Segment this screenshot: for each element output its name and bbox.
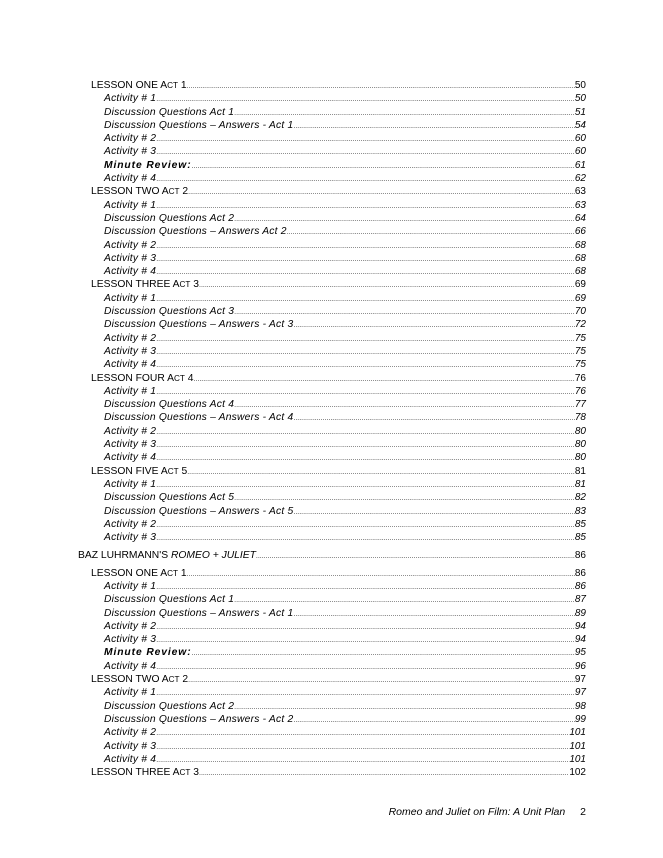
toc-label-text: Discussion Questions – Answers Act 2 [104, 226, 287, 238]
toc-label-text: Activity # 2 [104, 133, 157, 145]
toc-label-text: LESSON THREE A [91, 279, 180, 291]
toc-label-number: 5 [178, 465, 188, 477]
dot-leader [156, 661, 575, 674]
dot-leader [156, 93, 575, 106]
toc-entry-label [104, 385, 156, 398]
toc-entry[interactable] [78, 740, 586, 753]
toc-label-text: Activity # 2 [104, 332, 157, 344]
toc-page-number: 63 [574, 199, 586, 211]
toc-entry[interactable] [78, 726, 586, 739]
toc-lesson-entry[interactable] [78, 278, 586, 291]
toc-lesson-entry[interactable] [78, 567, 586, 580]
toc-entry[interactable] [78, 159, 586, 172]
toc-label-text: Activity # 3 [104, 439, 157, 451]
toc-entry-label [91, 673, 188, 686]
dot-leader [199, 279, 575, 292]
toc-label-text: Discussion Questions – Answers - Act 1 [104, 119, 294, 131]
dot-leader [234, 107, 575, 120]
dot-leader [156, 346, 575, 359]
toc-entry-label [104, 318, 293, 331]
toc-entry-label [104, 740, 156, 753]
toc-page-number: 82 [574, 492, 586, 504]
dot-leader [234, 594, 575, 607]
toc-page-number: 75 [574, 359, 586, 371]
dot-leader [156, 386, 575, 399]
toc-entry[interactable] [78, 646, 586, 659]
toc-entry-label [104, 225, 287, 238]
toc-entry-label [91, 185, 188, 198]
toc-entry-label [104, 332, 156, 345]
footer-page-number: 2 [580, 806, 586, 818]
toc-label-number: 3 [190, 767, 200, 779]
toc-label-text: Discussion Questions – Answers - Act 2 [104, 713, 294, 725]
toc-page-number: 75 [574, 332, 586, 344]
dot-leader [293, 608, 574, 621]
toc-page-number: 76 [574, 372, 586, 384]
toc-entry-label [104, 398, 234, 411]
toc-entry-label [104, 686, 156, 699]
toc-page-number: 62 [574, 173, 586, 185]
toc-entry-label [91, 465, 187, 478]
toc-entry[interactable] [78, 398, 586, 411]
toc-label-smallcaps: CT [179, 280, 191, 290]
toc-label-text: BAZ LUHRMANN'S [78, 550, 171, 562]
toc-label-smallcaps: CT [168, 675, 180, 685]
toc-label-text: Discussion Questions Act 2 [104, 212, 235, 224]
dot-leader [156, 687, 575, 700]
toc-entry-label [104, 212, 234, 225]
toc-label-text: Discussion Questions – Answers - Act 1 [104, 607, 294, 619]
toc-label-text: Activity # 3 [104, 146, 157, 158]
toc-label-smallcaps: CT [173, 373, 185, 383]
toc-label-text: Discussion Questions – Answers - Act 4 [104, 412, 294, 424]
toc-label-text: Activity # 3 [104, 532, 157, 544]
toc-label-text: Minute Review: [104, 647, 192, 659]
toc-page-number: 96 [574, 660, 586, 672]
toc-entry-label [91, 278, 199, 291]
toc-page-number: 68 [574, 252, 586, 264]
toc-entry[interactable] [78, 438, 586, 451]
toc-entry-label [104, 478, 156, 491]
toc-entry[interactable] [78, 132, 586, 145]
toc-page-number: 83 [574, 505, 586, 517]
dot-leader [234, 492, 575, 505]
toc-label-text: Activity # 1 [104, 199, 157, 211]
toc-label-text: Activity # 2 [104, 239, 157, 251]
toc-entry[interactable] [78, 505, 586, 518]
toc-label-text: Activity # 3 [104, 345, 157, 357]
toc-entry[interactable] [78, 660, 586, 673]
toc-entry-label [104, 607, 293, 620]
toc-label-text: Activity # 4 [104, 452, 157, 464]
toc-entry-label [104, 660, 156, 673]
toc-label-text: Discussion Questions – Answers - Act 5 [104, 505, 294, 517]
toc-page-number: 81 [574, 478, 586, 490]
toc-page-number: 61 [574, 159, 586, 171]
toc-label-text: Activity # 1 [104, 292, 157, 304]
toc-entry[interactable] [78, 607, 586, 620]
toc-entry-label [91, 79, 187, 92]
toc-label-text: Discussion Questions Act 1 [104, 594, 235, 606]
toc-entry-label [104, 531, 156, 544]
toc-label-text: Discussion Questions Act 4 [104, 399, 235, 411]
toc-label-text: Activity # 3 [104, 634, 157, 646]
toc-page-number: 78 [574, 412, 586, 424]
toc-entry[interactable] [78, 199, 586, 212]
toc-part-entry[interactable] [78, 549, 586, 562]
toc-page-number: 60 [574, 133, 586, 145]
toc-label-number: 4 [184, 372, 194, 384]
toc-entry-label [104, 726, 156, 739]
toc-page-number: 63 [574, 186, 586, 198]
toc-entry-label [104, 411, 293, 424]
toc-label-text: Activity # 2 [104, 425, 157, 437]
toc-page-number: 101 [569, 727, 586, 739]
toc-entry[interactable] [78, 491, 586, 504]
toc-page-number: 51 [574, 106, 586, 118]
toc-entry-label [104, 438, 156, 451]
toc-entry[interactable] [78, 172, 586, 185]
toc-lesson-entry[interactable] [78, 185, 586, 198]
dot-leader [187, 568, 575, 581]
toc-label-text: Activity # 4 [104, 173, 157, 185]
toc-label-text: Activity # 2 [104, 518, 157, 530]
toc-page-number: 69 [574, 279, 586, 291]
dot-leader [293, 506, 574, 519]
toc-entry[interactable] [78, 318, 586, 331]
toc-entry-label [91, 567, 187, 580]
toc-entry[interactable] [78, 252, 586, 265]
toc-entry-label [78, 549, 256, 562]
toc-page-number: 75 [574, 345, 586, 357]
toc-page-number: 68 [574, 239, 586, 251]
toc-entry[interactable] [78, 292, 586, 305]
toc-label-title: ROMEO + JULIET [170, 550, 256, 562]
toc-entry[interactable] [78, 212, 586, 225]
toc-page-number: 60 [574, 146, 586, 158]
toc-entry-label [104, 119, 293, 132]
toc-entry[interactable] [78, 518, 586, 531]
toc-page-number: 86 [574, 550, 586, 562]
toc-page-number: 101 [569, 753, 586, 765]
toc-entry-label [104, 265, 156, 278]
dot-leader [156, 754, 569, 767]
dot-leader [156, 452, 575, 465]
dot-leader [156, 293, 575, 306]
toc-entry[interactable] [78, 345, 586, 358]
toc-entry-label [104, 451, 156, 464]
toc-entry[interactable] [78, 593, 586, 606]
toc-lesson-entry[interactable] [78, 372, 586, 385]
toc-entry[interactable] [78, 686, 586, 699]
toc-entry-label [104, 713, 293, 726]
dot-leader [234, 213, 575, 226]
toc-entry-label [91, 372, 193, 385]
toc-page-number: 54 [574, 119, 586, 131]
dot-leader [256, 550, 575, 563]
dot-leader [188, 186, 575, 199]
toc-entry[interactable] [78, 92, 586, 105]
toc-entry-label [104, 145, 156, 158]
toc-page-number: 77 [574, 399, 586, 411]
toc-entry-label [104, 345, 156, 358]
toc-page-number: 76 [574, 385, 586, 397]
toc-page-number: 85 [574, 532, 586, 544]
toc-entry-label [104, 252, 156, 265]
toc-entry[interactable] [78, 265, 586, 278]
toc-entry-label [104, 633, 156, 646]
dot-leader [156, 266, 575, 279]
dot-leader [187, 80, 575, 93]
toc-label-text: Activity # 4 [104, 753, 157, 765]
toc-label-text: Activity # 4 [104, 660, 157, 672]
toc-entry[interactable] [78, 753, 586, 766]
toc-entry[interactable] [78, 620, 586, 633]
dot-leader [156, 581, 575, 594]
toc-entry-label [104, 132, 156, 145]
toc-entry-label [104, 92, 156, 105]
footer-title: Romeo and Juliet on Film: A Unit Plan [388, 806, 566, 818]
toc-page-number: 72 [574, 319, 586, 331]
toc-page-number: 98 [574, 700, 586, 712]
toc-entry-label [104, 159, 192, 172]
toc-page-number: 50 [574, 93, 586, 105]
toc-entry-label [104, 518, 156, 531]
toc-entry[interactable] [78, 385, 586, 398]
toc-label-text: Discussion Questions Act 5 [104, 492, 235, 504]
toc-label-text: LESSON TWO A [91, 186, 169, 198]
toc-label-text: Discussion Questions Act 1 [104, 106, 235, 118]
dot-leader [156, 173, 575, 186]
dot-leader [156, 532, 575, 545]
toc-label-text: Activity # 1 [104, 385, 157, 397]
dot-leader [156, 133, 575, 146]
toc-entry[interactable] [78, 451, 586, 464]
toc-label-smallcaps: CT [168, 187, 180, 197]
dot-leader [234, 399, 575, 412]
toc-page-number: 101 [569, 740, 586, 752]
toc-label-text: Activity # 4 [104, 359, 157, 371]
dot-leader [156, 621, 575, 634]
toc-entry-label [104, 700, 234, 713]
toc-page-number: 70 [574, 306, 586, 318]
toc-page-number: 64 [574, 212, 586, 224]
toc-page-number: 86 [574, 567, 586, 579]
toc-label-text: Discussion Questions Act 2 [104, 700, 235, 712]
dot-leader [156, 240, 575, 253]
toc-entry[interactable] [78, 358, 586, 371]
dot-leader [192, 160, 575, 173]
dot-leader [187, 466, 575, 479]
dot-leader [156, 333, 575, 346]
toc-label-smallcaps: CT [167, 568, 179, 578]
toc-label-text: Activity # 2 [104, 620, 157, 632]
toc-entry-label [104, 199, 156, 212]
toc-page-number: 66 [574, 226, 586, 238]
toc-label-number: 1 [178, 80, 187, 91]
toc-lesson-entry[interactable] [78, 465, 586, 478]
toc-label-text: Activity # 4 [104, 266, 157, 278]
dot-leader [234, 306, 575, 319]
toc-label-text: Activity # 1 [104, 580, 157, 592]
toc-label-text: Activity # 1 [104, 687, 157, 699]
dot-leader [156, 519, 575, 532]
toc-label-text: LESSON THREE A [91, 767, 180, 779]
toc-entry[interactable] [78, 305, 586, 318]
toc-page-number: 99 [574, 713, 586, 725]
dot-leader [156, 146, 575, 159]
dot-leader [193, 373, 574, 386]
toc-entry-label [104, 239, 156, 252]
toc-entry[interactable] [78, 580, 586, 593]
dot-leader [293, 319, 574, 332]
dot-leader [293, 412, 574, 425]
toc-label-text: Activity # 2 [104, 727, 157, 739]
toc-page-number: 94 [574, 634, 586, 646]
toc-entry-label [104, 106, 234, 119]
toc-label-smallcaps: CT [179, 768, 191, 778]
dot-leader [156, 727, 569, 740]
toc-entry-label [104, 425, 156, 438]
toc-entry-label [104, 593, 234, 606]
dot-leader [156, 253, 575, 266]
toc-entry[interactable] [78, 425, 586, 438]
toc-entry[interactable] [78, 633, 586, 646]
toc-label-number: 1 [178, 567, 187, 579]
toc-entry-label [104, 292, 156, 305]
table-of-contents [78, 79, 586, 779]
toc-page-number: 97 [574, 674, 586, 686]
toc-page-number: 86 [574, 580, 586, 592]
toc-entry[interactable] [78, 700, 586, 713]
toc-entry-label [91, 766, 199, 779]
toc-label-text: Activity # 1 [104, 478, 157, 490]
toc-page-number: 81 [574, 465, 586, 477]
dot-leader [287, 226, 575, 239]
toc-page-number: 68 [574, 266, 586, 278]
dot-leader [156, 439, 575, 452]
dot-leader [293, 120, 574, 133]
toc-page-number: 69 [574, 292, 586, 304]
toc-label-text: Activity # 1 [104, 93, 157, 105]
toc-label-text: LESSON FOUR A [91, 372, 174, 384]
page-footer [0, 806, 586, 818]
toc-entry[interactable] [78, 713, 586, 726]
toc-page-number: 89 [574, 607, 586, 619]
dot-leader [156, 634, 575, 647]
toc-entry[interactable] [78, 531, 586, 544]
dot-leader [199, 767, 569, 780]
toc-entry[interactable] [78, 225, 586, 238]
toc-page-number: 80 [574, 425, 586, 437]
toc-entry-label [104, 753, 156, 766]
toc-entry[interactable] [78, 332, 586, 345]
toc-entry-label [104, 620, 156, 633]
toc-label-text: LESSON ONE A [91, 567, 168, 579]
dot-leader [156, 741, 569, 754]
toc-lesson-entry[interactable] [78, 79, 586, 92]
dot-leader [156, 426, 575, 439]
toc-label-number: 2 [179, 186, 189, 198]
toc-page-number: 87 [574, 594, 586, 606]
toc-label-text: Activity # 3 [104, 252, 157, 264]
dot-leader [192, 647, 575, 660]
toc-page-number: 97 [574, 687, 586, 699]
dot-leader [156, 479, 575, 492]
dot-leader [156, 200, 575, 213]
toc-entry[interactable] [78, 411, 586, 424]
toc-page-number: 95 [574, 647, 586, 659]
toc-entry-label [104, 505, 293, 518]
toc-page-number: 85 [574, 518, 586, 530]
dot-leader [188, 674, 575, 687]
toc-page-number: 94 [574, 620, 586, 632]
toc-entry[interactable] [78, 145, 586, 158]
toc-entry-label [104, 491, 234, 504]
toc-entry-label [104, 172, 156, 185]
dot-leader [293, 714, 574, 727]
toc-entry[interactable] [78, 106, 586, 119]
toc-label-smallcaps: CT [167, 466, 179, 476]
toc-page-number: 80 [574, 439, 586, 451]
dot-leader [156, 359, 575, 372]
toc-entry[interactable] [78, 239, 586, 252]
toc-lesson-entry[interactable] [78, 766, 586, 779]
toc-label-text: LESSON TWO A [91, 674, 169, 686]
toc-page-number: 50 [574, 80, 586, 91]
toc-label-text: LESSON ONE A [91, 80, 168, 91]
toc-entry-label [104, 305, 234, 318]
toc-label-text: LESSON FIVE A [91, 465, 168, 477]
toc-page-number: 80 [574, 452, 586, 464]
toc-lesson-entry[interactable] [78, 673, 586, 686]
toc-label-text: Minute Review: [104, 159, 192, 171]
toc-entry-label [104, 646, 192, 659]
toc-label-text: Discussion Questions – Answers - Act 3 [104, 319, 294, 331]
toc-label-number: 2 [179, 674, 189, 686]
toc-label-smallcaps: CT [167, 81, 179, 90]
toc-page-number: 102 [569, 767, 586, 779]
dot-leader [234, 701, 575, 714]
toc-entry-label [104, 358, 156, 371]
toc-entry[interactable] [78, 478, 586, 491]
toc-label-number: 3 [190, 279, 200, 291]
toc-entry-label [104, 580, 156, 593]
toc-entry[interactable] [78, 119, 586, 132]
toc-label-text: Discussion Questions Act 3 [104, 306, 235, 318]
toc-label-text: Activity # 3 [104, 740, 157, 752]
